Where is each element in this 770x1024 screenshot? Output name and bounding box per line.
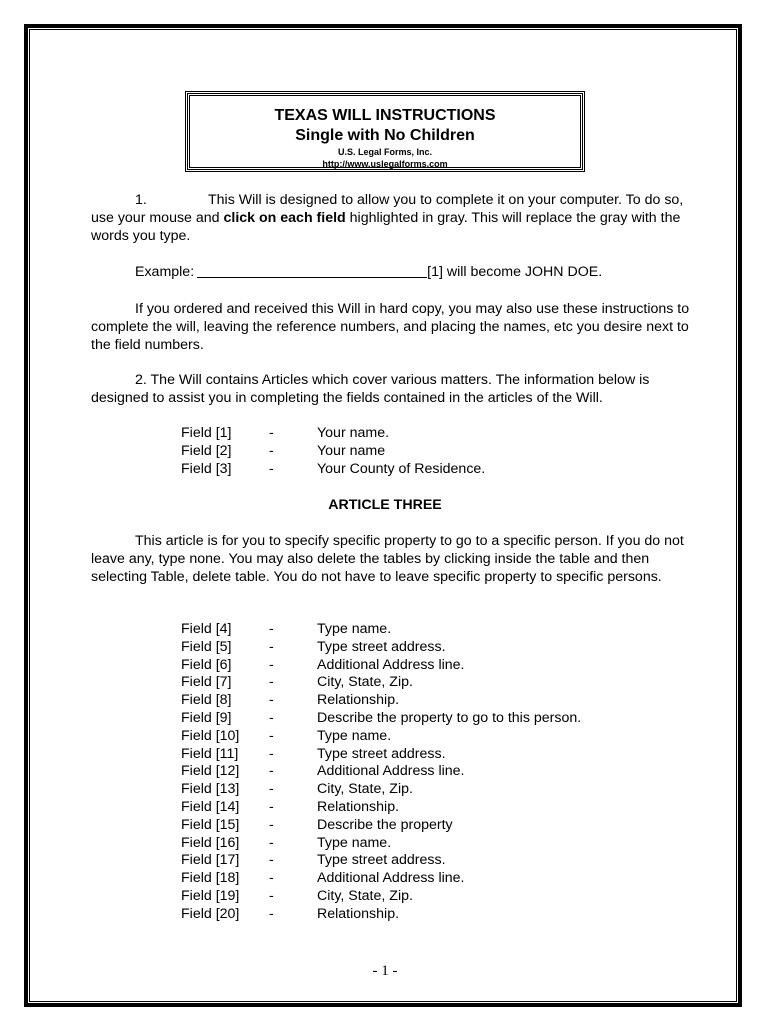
field-dash: - [269,656,274,673]
field-description: Type name. [317,727,392,744]
field-row [181,443,485,461]
article-three-heading: ARTICLE THREE [328,497,442,513]
paragraph-1-text-a: This Will is designed to allow you to complete it on your computer. To do so, use your mouse and [91,192,684,226]
paragraph-1-number: 1. [135,192,147,208]
field-description: Type name. [317,834,392,851]
field-description: Type street address. [317,638,446,655]
field-dash: - [269,425,274,441]
example-label: Example: [135,264,195,280]
field-row [181,728,581,746]
field-description: Type name. [317,621,392,637]
field-row [181,746,581,764]
field-dash: - [269,709,274,726]
field-list-1 [181,425,485,478]
field-description: Relationship. [317,905,400,922]
field-dash: - [269,745,274,762]
field-row [181,835,581,853]
field-label: Field [9] [181,709,232,726]
field-dash: - [269,798,274,815]
paragraph-1-text-b: highlighted in gray. This will replace the gray with the words you type. [91,210,681,244]
field-label: Field [18] [181,870,240,887]
field-row [181,425,485,443]
field-row [181,888,581,906]
field-dash: - [269,834,274,851]
field-dash: - [269,442,274,459]
field-row [181,852,581,870]
field-description: Type street address. [317,745,446,762]
field-label: Field [19] [181,887,240,904]
field-dash: - [269,887,274,904]
field-description: City, State, Zip. [317,887,413,904]
field-dash: - [269,692,274,709]
field-description: Type street address. [317,852,446,869]
page-number: - 1 - [372,963,398,979]
paragraph-1 [91,191,691,245]
field-dash: - [269,727,274,744]
field-row [181,763,581,781]
company-url: http://www.uslegalforms.com [322,159,448,169]
field-row [181,461,485,479]
field-description: Your County of Residence. [317,460,486,477]
field-row [181,692,581,710]
field-dash: - [269,621,274,637]
title-box-inner [189,95,581,168]
field-dash: - [269,763,274,780]
field-label: Field [4] [181,621,232,637]
field-description: Describe the property [317,816,453,833]
article-three-text: This article is for you to specify specific property to go to a specific person. If you do not leave any, type none. You may also delete the tables by clicking inside the table and then selecting Table, delete table. You do not have to leave specific property to specific persons. [91,533,684,585]
field-dash: - [269,870,274,887]
field-label: Field [12] [181,763,240,780]
field-label: Field [13] [181,781,240,798]
field-label: Field [20] [181,905,240,922]
field-dash: - [269,816,274,833]
document-subtitle: Single with No Children [295,127,475,144]
field-label: Field [6] [181,656,232,673]
field-description: Additional Address line. [317,763,465,780]
field-dash: - [269,905,274,922]
field-dash: - [269,852,274,869]
field-row [181,817,581,835]
field-label: Field [8] [181,692,232,709]
field-dash: - [269,781,274,798]
field-dash: - [269,638,274,655]
field-row [181,639,581,657]
company-name: U.S. Legal Forms, Inc. [337,147,433,157]
field-label: Field [2] [181,442,232,459]
field-description: Relationship. [317,692,400,709]
field-row [181,657,581,675]
title-box [185,91,585,172]
field-description: City, State, Zip. [317,781,413,798]
field-dash: - [269,460,274,477]
field-label: Field [14] [181,798,240,815]
field-row [181,710,581,728]
field-description: Your name [317,442,386,459]
field-label: Field [1] [181,425,232,441]
field-label: Field [10] [181,727,240,744]
field-label: Field [5] [181,638,232,655]
example-line [91,263,691,281]
field-label: Field [11] [181,745,239,762]
field-row [181,906,581,924]
field-label: Field [15] [181,816,240,833]
field-label: Field [3] [181,460,232,477]
field-description: Additional Address line. [317,656,465,673]
field-row [181,781,581,799]
field-label: Field [17] [181,852,240,869]
paragraph-hardcopy: If you ordered and received this Will in hard copy, you may also use these instructions to complete the will, leaving the reference numbers, and placing the names, etc you desire next to the field numbers. [91,301,690,353]
field-description: Additional Address line. [317,870,465,887]
field-row [181,870,581,888]
paragraph-1-bold: click on each field [223,210,346,226]
field-description: Your name. [317,425,390,441]
field-list-2 [181,621,581,924]
field-label: Field [16] [181,834,240,851]
field-row [181,799,581,817]
field-description: City, State, Zip. [317,674,413,691]
field-row [181,674,581,692]
field-description: Relationship. [317,798,400,815]
field-label: Field [7] [181,674,232,691]
document-title: TEXAS WILL INSTRUCTIONS [274,107,496,124]
field-row [181,621,581,639]
example-blank-field[interactable] [197,263,427,278]
example-result: [1] will become JOHN DOE. [427,264,603,280]
field-dash: - [269,674,274,691]
field-description: Describe the property to go to this person. [317,709,582,726]
paragraph-2: 2. The Will contains Articles which cover various matters. The information below is designed to assist you in completing the fields contained in the articles of the Will. [91,372,650,406]
